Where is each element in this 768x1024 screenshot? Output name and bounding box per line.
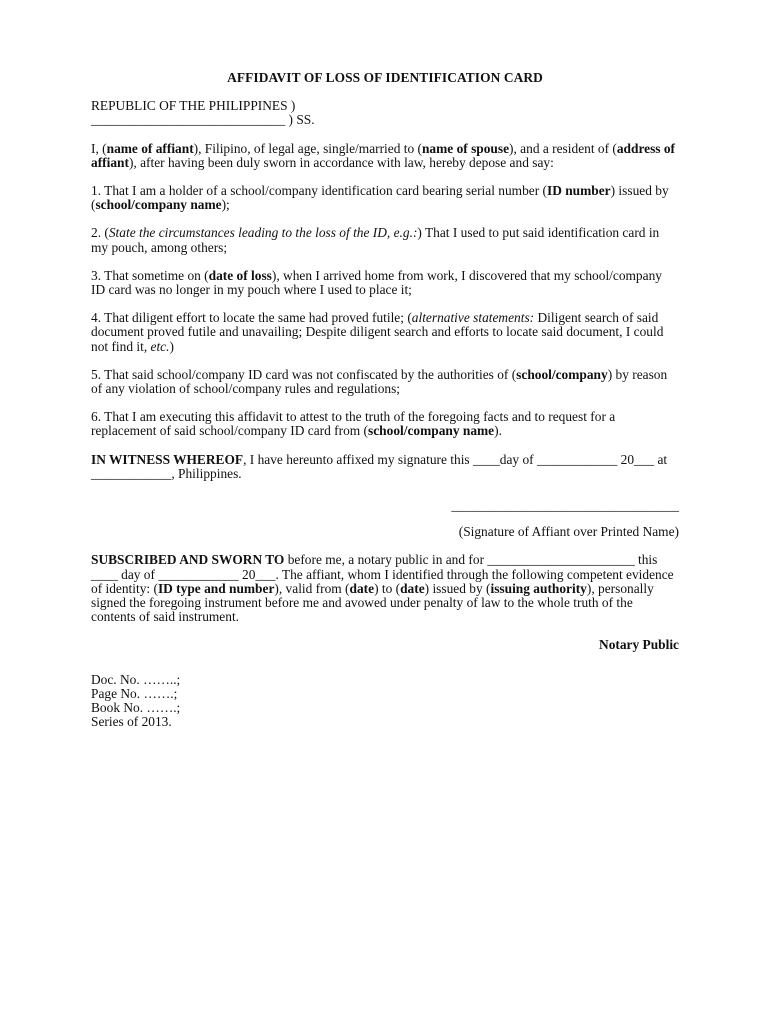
- p5-text-2: ) by reason of any violation of school/company rules and regulations;: [91, 366, 668, 397]
- p3-text-1: 3. That sometime on (: [91, 267, 209, 283]
- replacement-issuer-placeholder: school/company name: [368, 423, 495, 439]
- id-type-placeholder: ID type and number: [157, 580, 275, 596]
- p4-instruction: alternative statements:: [411, 310, 535, 326]
- witness-paragraph: [91, 453, 679, 481]
- spouse-name-placeholder: name of spouse: [421, 140, 510, 156]
- issuing-authority-placeholder: issuing authority: [490, 580, 587, 596]
- date-of-loss-placeholder: date of loss: [208, 267, 272, 283]
- affiant-name-placeholder: name of affiant: [106, 140, 194, 156]
- book-no: Book No. …….;: [91, 700, 181, 716]
- jurat-text-1: before me, a notary public in and for ______________________ this ____ day of ____________ 20___. The affiant, whom I identified through the following competent evidence of identity: (: [91, 552, 674, 596]
- p2-text-2: ) That I used to put said identification card in my pouch, among others;: [91, 225, 660, 255]
- valid-to-placeholder: date: [400, 580, 425, 596]
- paragraph-4: [91, 311, 679, 354]
- jurat-paragraph: [91, 553, 679, 624]
- p6-text-1: 6. That I am executing this affidavit to attest to the truth of the foregoing facts and to request for a replacement of said school/company ID card from (: [91, 409, 616, 439]
- series: Series of 2013.: [91, 714, 172, 730]
- p4-text-1: 4. That diligent effort to locate the same had proved futile; (: [91, 310, 412, 326]
- jurat-heading: SUBSCRIBED AND SWORN TO: [91, 552, 285, 568]
- intro-text-2: ), Filipino, of legal age, single/married to (: [193, 140, 422, 156]
- p2-instruction: State the circumstances leading to the loss of the ID, e.g.:: [108, 225, 418, 241]
- notary-public-text: Notary Public: [599, 637, 679, 653]
- jurat-text-5: ), personally signed the foregoing instrument before me and avowed under penalty of law to the whole truth of the contents of said instrument.: [91, 580, 654, 625]
- p3-text-2: ), when I arrived home from work, I discovered that my school/company ID card was no longer in my pouch where I used to place it;: [91, 267, 662, 298]
- p1-text-3: );: [221, 197, 230, 213]
- id-number-placeholder: ID number: [547, 183, 611, 199]
- signature-caption: (Signature of Affiant over Printed Name): [458, 524, 679, 540]
- intro-text-4: ), after having been duly sworn in accordance with law, hereby depose and say:: [128, 154, 554, 170]
- document-title: AFFIDAVIT OF LOSS OF IDENTIFICATION CARD: [227, 70, 543, 85]
- valid-from-placeholder: date: [349, 580, 375, 596]
- jurat-text-2: ), valid from (: [274, 580, 350, 596]
- paragraph-3: [91, 269, 679, 297]
- intro-text-1: I, (: [91, 140, 107, 156]
- jurat-text-4: ) issued by (: [424, 580, 491, 596]
- paragraph-1: [91, 184, 679, 212]
- witness-text: , I have hereunto affixed my signature this ____day of ____________ 20___ at ____________, Philippines.: [91, 451, 668, 481]
- p6-text-2: ).: [494, 423, 502, 439]
- notarial-register-block: [91, 673, 679, 730]
- p5-text-1: 5. That said school/company ID card was not confiscated by the authorities of (: [91, 366, 517, 382]
- p2-text-1: 2. (: [91, 225, 109, 241]
- p4-etc: etc.: [150, 338, 170, 354]
- paragraph-5: [91, 368, 679, 396]
- signature-line: __________________________________: [451, 498, 679, 514]
- p4-text-3: ): [169, 338, 174, 354]
- paragraph-6: [91, 410, 679, 438]
- p1-text-2: ) issued by (: [91, 183, 669, 213]
- doc-no: Doc. No. ……..;: [91, 671, 181, 687]
- venue-line-1: REPUBLIC OF THE PHILIPPINES ): [91, 98, 296, 114]
- issuer-placeholder: school/company name: [95, 197, 222, 213]
- authority-placeholder: school/company: [516, 366, 608, 382]
- intro-paragraph: [91, 142, 679, 170]
- venue-line-2: _____________________________ ) SS.: [91, 112, 315, 128]
- affidavit-body: [91, 71, 679, 730]
- jurat-text-3: ) to (: [374, 580, 401, 596]
- affiant-address-placeholder: address of affiant: [91, 140, 676, 170]
- witness-heading: IN WITNESS WHEREOF: [91, 451, 244, 467]
- p1-text-1: 1. That I am a holder of a school/company identification card bearing serial number (: [91, 183, 547, 199]
- notary-public-label: [91, 638, 679, 652]
- p4-text-2: Diligent search of said document proved futile and unavailing; Despite diligent search and efforts to locate said document, I could not find it,: [91, 310, 664, 354]
- paragraph-2: [91, 226, 679, 254]
- intro-text-3: ), and a resident of (: [509, 140, 617, 156]
- page-no: Page No. …….;: [91, 685, 178, 701]
